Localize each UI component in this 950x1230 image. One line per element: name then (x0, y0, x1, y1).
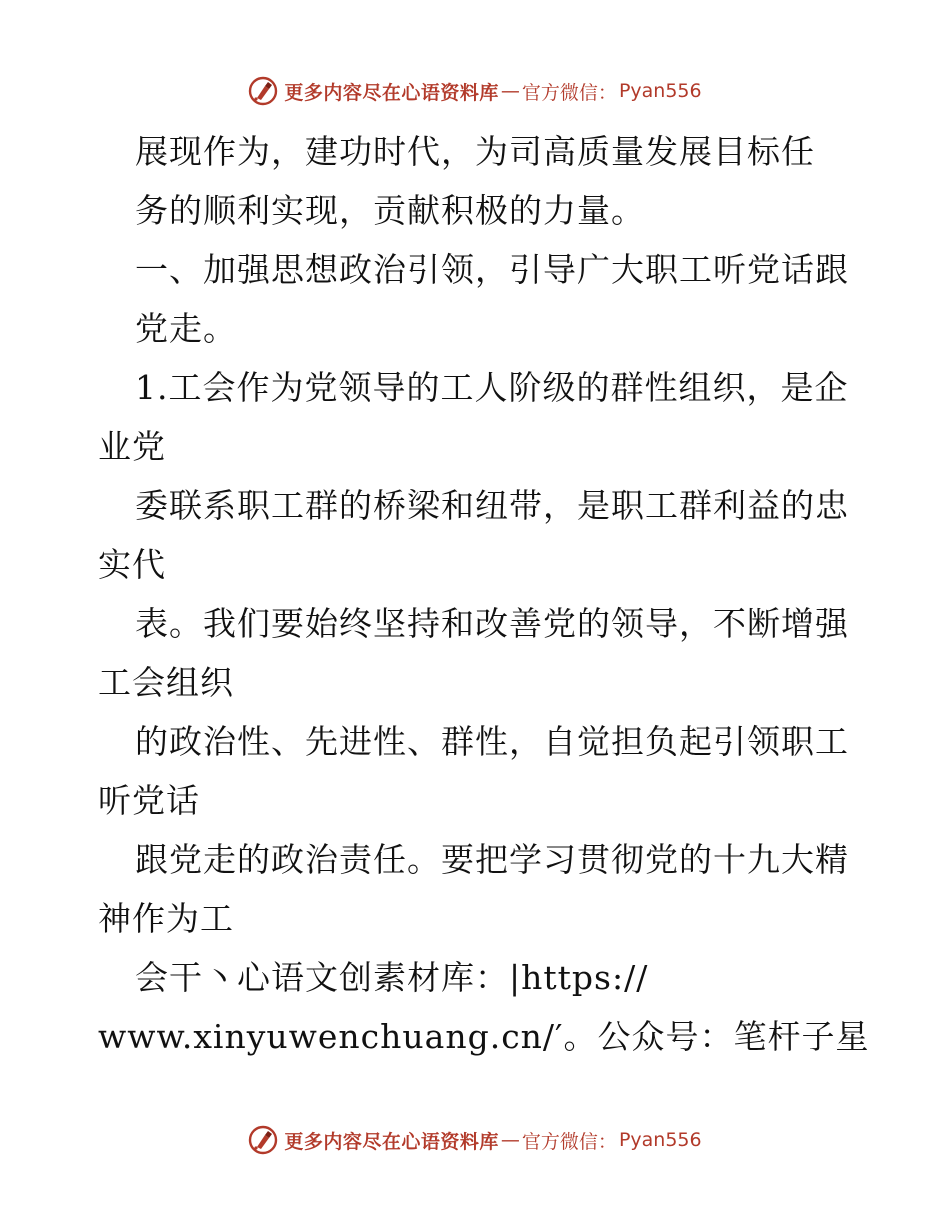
banner-promo-text: 更多内容尽在心语资料库 (284, 81, 499, 104)
body-line: 委联系职工群的桥梁和纽带，是职工群利益的忠 (135, 486, 849, 525)
body-line: 跟党走的政治责任。要把学习贯彻党的十九大精 (135, 840, 849, 879)
body-line: www.xinyuwenchuang.cn/′。公众号：笔杆子星 (98, 1017, 870, 1056)
body-line: 务的顺利实现，贡献积极的力量。 (135, 191, 645, 230)
body-line: 实代 (98, 545, 166, 584)
pen-nib-logo-icon (248, 1125, 278, 1155)
body-line: 听党话 (98, 781, 200, 820)
document-body (98, 122, 878, 1066)
banner-wechat-label: 官方微信： (521, 1130, 617, 1153)
banner-promo-text: 更多内容尽在心语资料库 (284, 1130, 499, 1153)
banner-wechat-id: Pyan556 (618, 1129, 702, 1151)
body-line: 表。我们要始终坚持和改善党的领导，不断增强 (135, 604, 849, 643)
body-line: 业党 (98, 427, 166, 466)
banner-wechat-label: 官方微信： (521, 81, 617, 104)
body-line: 1.工会作为党领导的工人阶级的群性组织，是企 (135, 368, 849, 407)
body-line: 的政治性、先进性、群性，自觉担负起引领职工 (135, 722, 849, 761)
body-line: 党走。 (135, 309, 237, 348)
body-line: 展现作为，建功时代，为司高质量发展目标任 (135, 132, 815, 171)
body-line: 工会组织 (98, 663, 234, 702)
banner-separator: — (500, 1129, 520, 1151)
body-line: 一、加强思想政治引领，引导广大职工听党话跟 (135, 250, 849, 289)
body-line: 神作为工 (98, 899, 234, 938)
footer-banner (0, 1120, 950, 1160)
body-line: 会干丶心语文创素材库：|https:// (135, 958, 649, 997)
pen-nib-logo-icon (248, 76, 278, 106)
header-banner (0, 71, 950, 111)
banner-wechat-id: Pyan556 (618, 80, 702, 102)
banner-separator: — (500, 80, 520, 102)
